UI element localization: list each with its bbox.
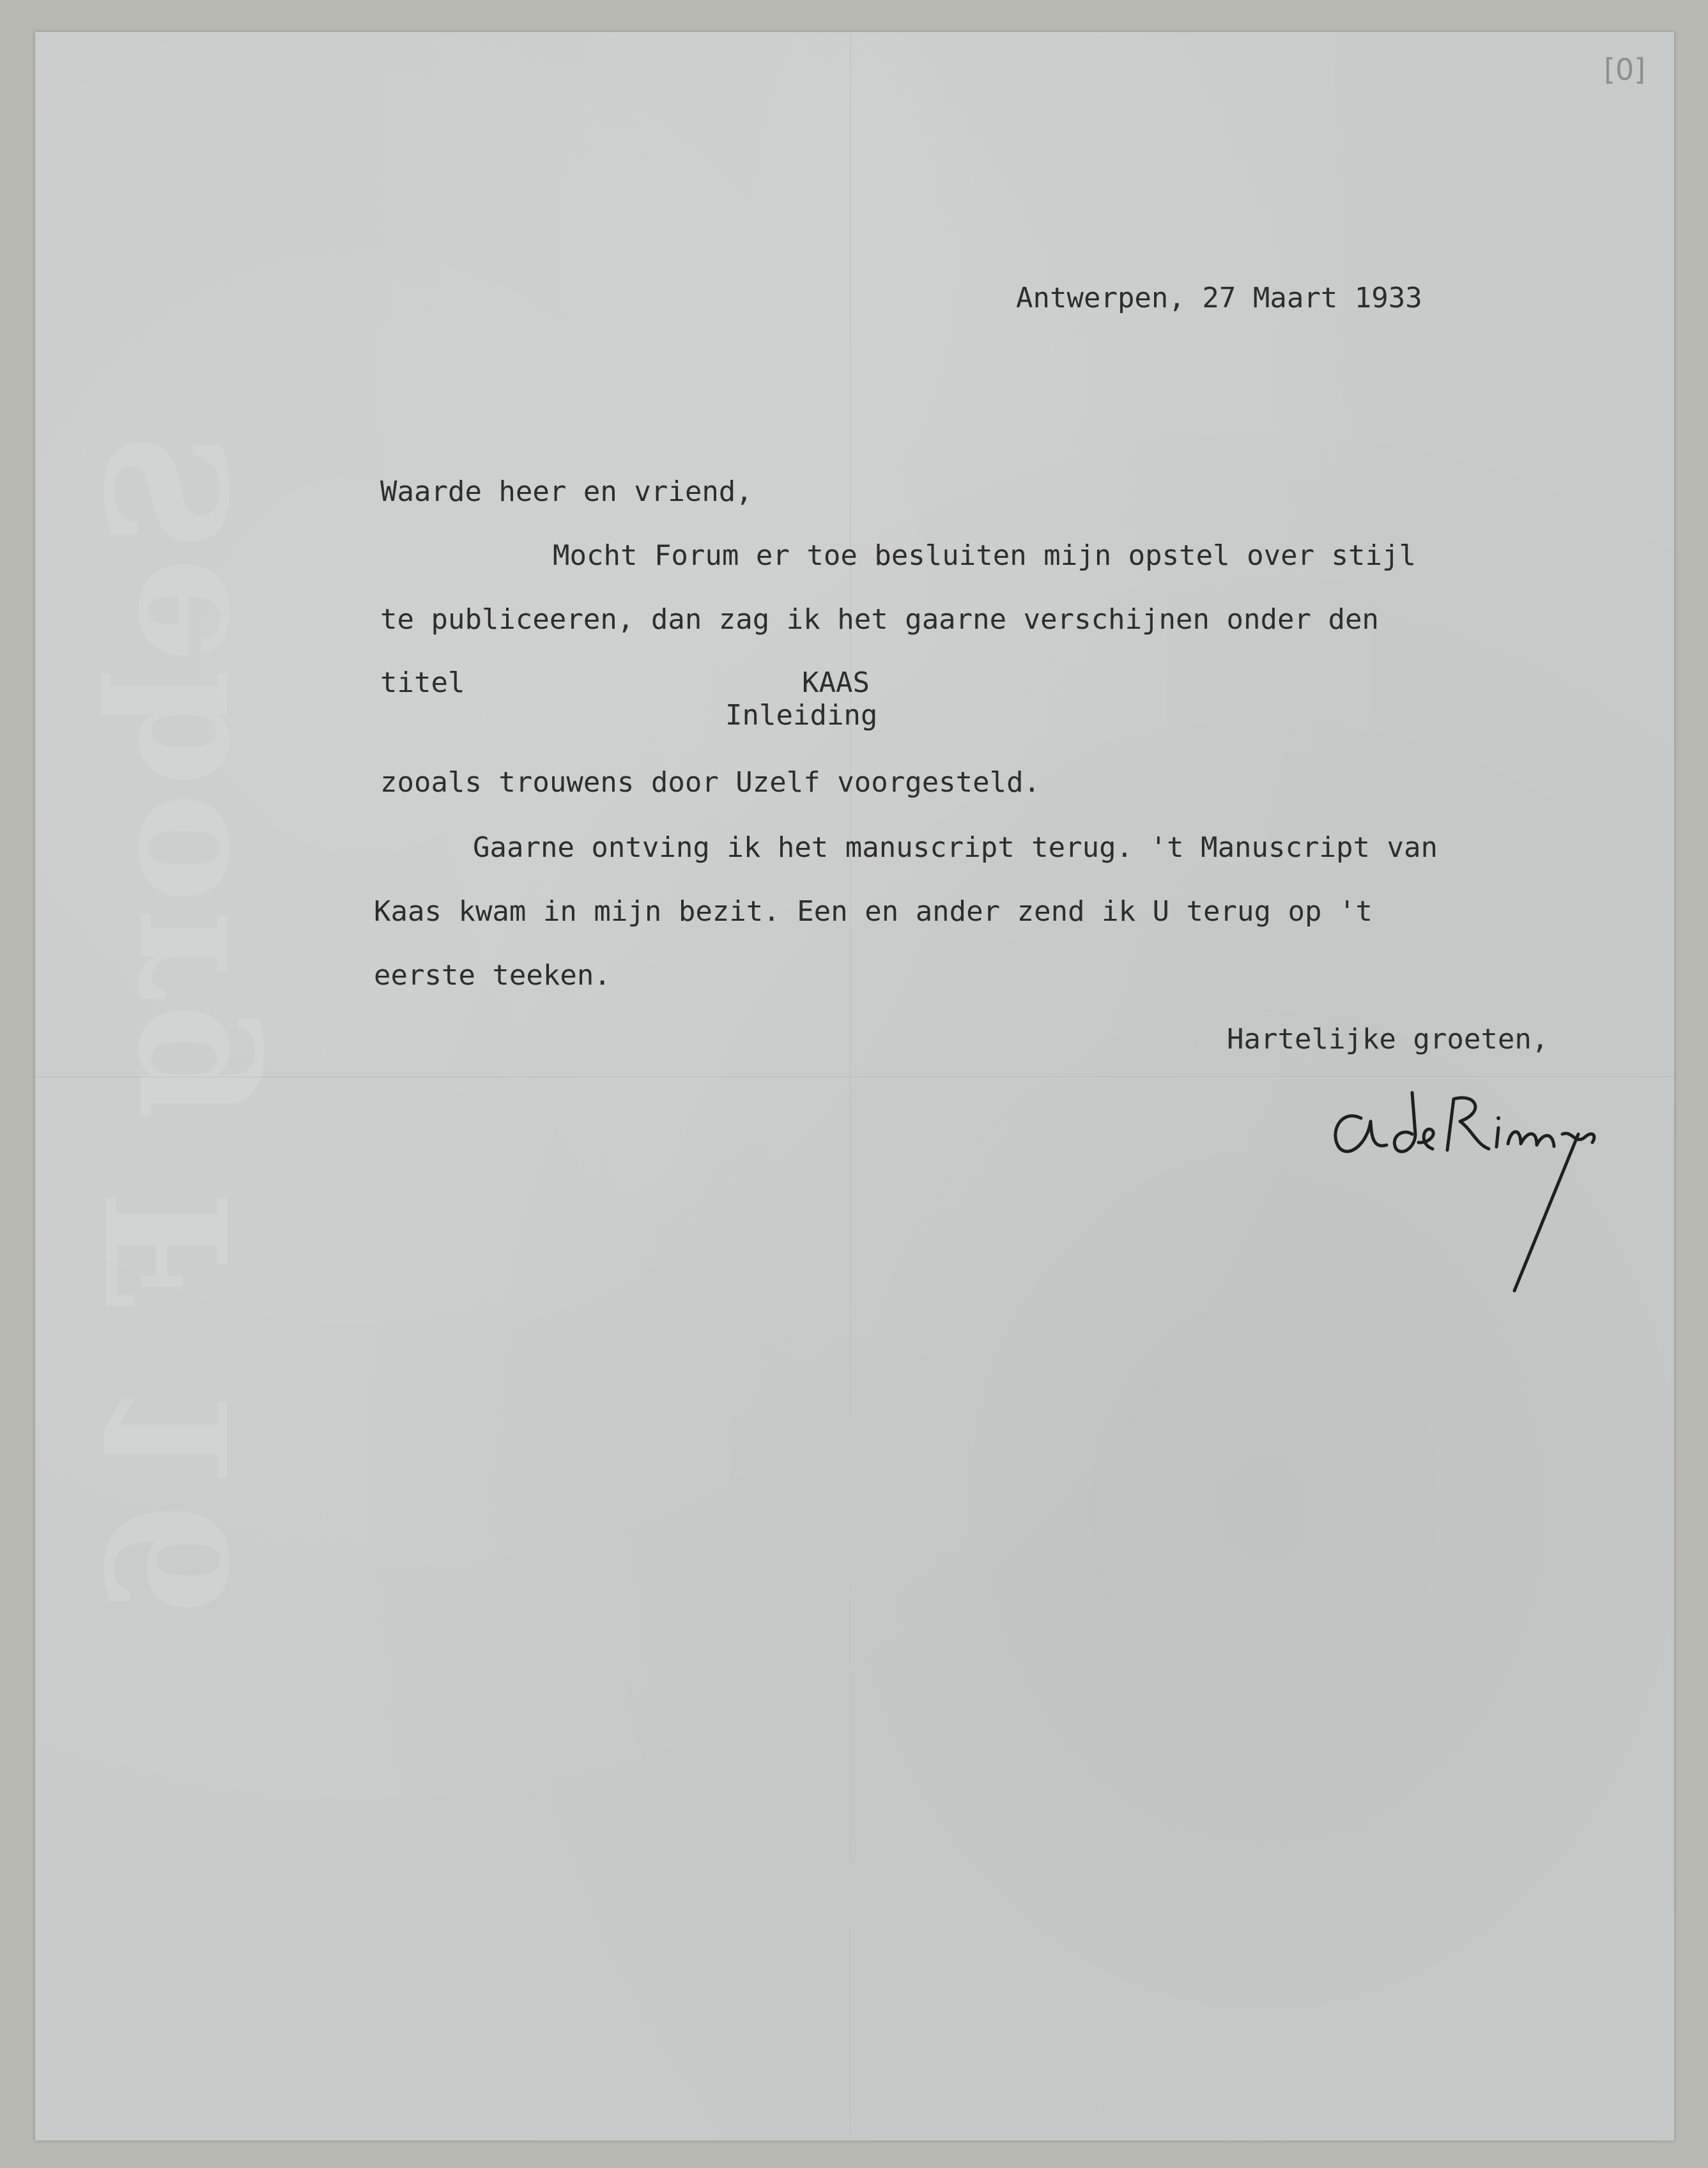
watermark: Seborg F 16: [72, 431, 267, 1623]
title-sub: Inleiding: [725, 699, 878, 732]
paragraph2-line-1: Gaarne ontving ik het manuscript terug. 't Manuscript van: [473, 831, 1438, 864]
paragraph2-line-2: Kaas kwam in mijn bezit. Een en ander zend ik U terug op 't: [374, 895, 1373, 928]
place-date: Antwerpen, 27 Maart 1933: [1016, 282, 1422, 314]
title-label: titel: [380, 666, 465, 699]
body-line-2: te publiceeren, dan zag ik het gaarne verschijnen onder den: [380, 603, 1379, 636]
title-main: KAAS: [802, 666, 870, 699]
handwritten-signature-icon: [1316, 1073, 1623, 1329]
vertical-fold-line: [850, 32, 851, 2141]
body-line-1: Mocht Forum er toe besluiten mijn opstel over stijl: [553, 539, 1417, 572]
archive-mark: [0]: [1604, 52, 1646, 87]
salutation: Waarde heer en vriend,: [380, 475, 753, 508]
after-title-line: zooals trouwens door Uzelf voorgesteld.: [380, 766, 1041, 799]
letter-paper: [35, 32, 1674, 2141]
paragraph2-line-3: eerste teeken.: [374, 959, 611, 992]
closing: Hartelijke groeten,: [1227, 1023, 1549, 1056]
